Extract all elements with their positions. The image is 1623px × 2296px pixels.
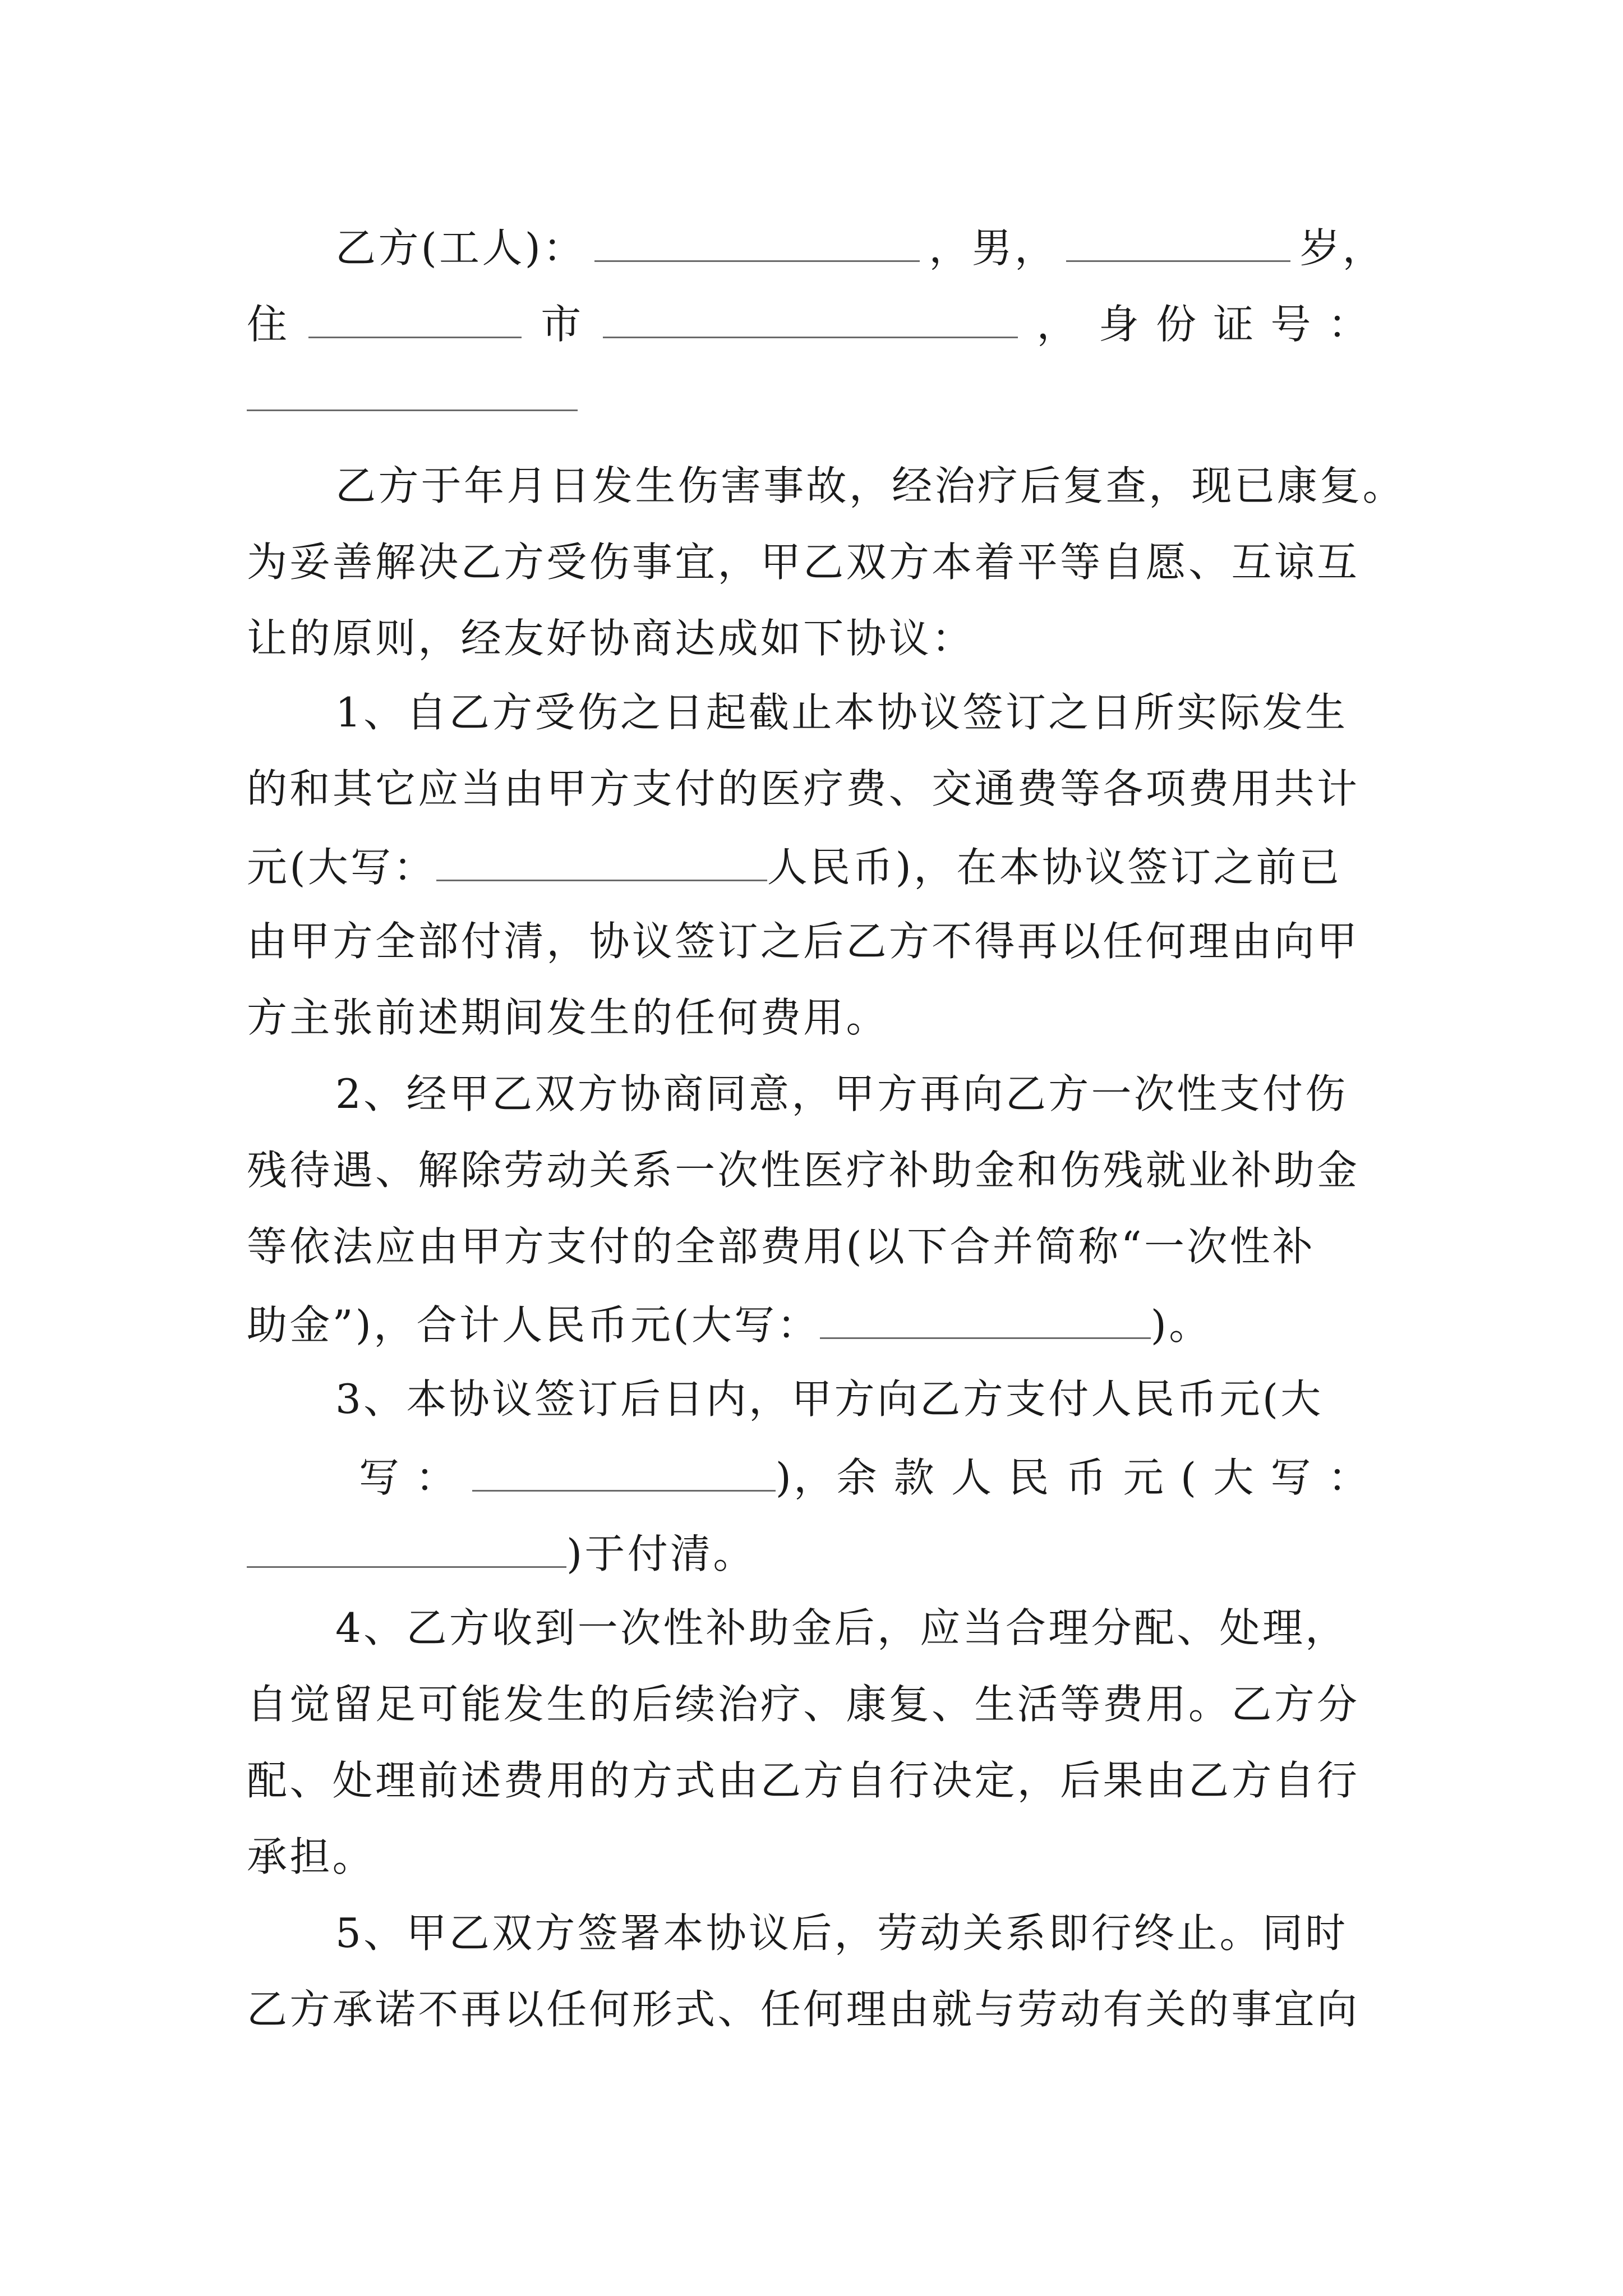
intro-line-1: 乙方于年月日发生伤害事故，经治疗后复查，现已康复。: [335, 462, 1406, 509]
clause1-line-5: 方主张前述期间发生的任何费用。: [247, 994, 889, 1041]
clause1-line-3: [247, 844, 1385, 891]
clause3-paid-text: )于付清。: [566, 1530, 756, 1577]
clause5-line-2: 乙方承诺不再以任何形式、任何理由就与劳动有关的事宜向: [247, 1986, 1360, 2033]
intro-line-3: 让的原则，经友好协商达成如下协议：: [247, 615, 975, 662]
party-b-line-2: [247, 301, 1385, 348]
name-blank[interactable]: [594, 226, 920, 262]
gender-text: ，男，: [929, 224, 1058, 272]
address-label: 住: [247, 301, 290, 348]
clause2-amount-blank[interactable]: [820, 1303, 1151, 1339]
clause3-comma: )，: [775, 1454, 837, 1501]
clause3-line-2: [359, 1454, 1385, 1501]
clause3-balance-label: 余款人民币元(大写：: [836, 1454, 1385, 1501]
clause1-amount-suffix: 人民币)，在本协议签订之前已: [767, 844, 1342, 891]
clause4-line-3: 配、处理前述费用的方式由乙方自行决定，后果由乙方自行: [247, 1757, 1360, 1804]
intro-line-2: 为妥善解决乙方受伤事宜，甲乙双方本着平等自愿、互谅互: [247, 539, 1360, 586]
clause3-line-3: [247, 1530, 1385, 1577]
city-label: 市: [541, 301, 584, 348]
clause1-line-4: 由甲方全部付清，协议签订之后乙方不得再以任何理由向甲: [247, 918, 1360, 965]
clause2-line-1: 2、经甲乙双方协商同意，甲方再向乙方一次性支付伤: [335, 1070, 1348, 1117]
clause3-line-1: 3、本协议签订后日内，甲方向乙方支付人民币元(大: [335, 1375, 1324, 1423]
clause2-line-3: 等依法应由甲方支付的全部费用(以下合并简称“一次性补: [247, 1223, 1316, 1270]
age-label: 岁，: [1299, 224, 1385, 272]
clause3-balance-blank[interactable]: [247, 1531, 566, 1568]
clause2-amount-suffix: )。: [1150, 1301, 1212, 1349]
age-blank[interactable]: [1066, 226, 1290, 262]
clause4-line-4: 承担。: [247, 1833, 375, 1880]
clause1-amount-label: 元(大写：: [247, 844, 436, 891]
city-blank[interactable]: [603, 302, 1018, 338]
clause4-line-2: 自觉留足可能发生的后续治疗、康复、生活等费用。乙方分: [247, 1681, 1360, 1728]
clause3-label: 写：: [359, 1454, 472, 1501]
clause1-line-1: 1、自乙方受伤之日起截止本协议签订之日所实际发生: [335, 689, 1348, 736]
clause4-line-1: 4、乙方收到一次性补助金后，应当合理分配、处理，: [335, 1604, 1348, 1651]
id-number-label: 身份证号：: [1098, 301, 1385, 348]
comma-text: ，: [1036, 301, 1080, 348]
id-number-blank[interactable]: [247, 375, 578, 411]
party-b-label: 乙方(工人)：: [335, 224, 586, 272]
clause2-line-2: 残待遇、解除劳动关系一次性医疗补助金和伤残就业补助金: [247, 1147, 1360, 1194]
party-b-line-3: [247, 375, 1385, 417]
clause2-line-4: [247, 1301, 1385, 1349]
clause2-amount-label: 助金”)，合计人民币元(大写：: [247, 1301, 820, 1349]
clause3-amount-blank[interactable]: [472, 1455, 776, 1492]
clause5-line-1: 5、甲乙双方签署本协议后，劳动关系即行终止。同时: [335, 1910, 1348, 1957]
clause1-line-2: 的和其它应当由甲方支付的医疗费、交通费等各项费用共计: [247, 765, 1360, 812]
party-b-line-1: [335, 224, 1385, 272]
clause1-amount-blank[interactable]: [436, 845, 767, 881]
address-blank[interactable]: [308, 302, 522, 338]
